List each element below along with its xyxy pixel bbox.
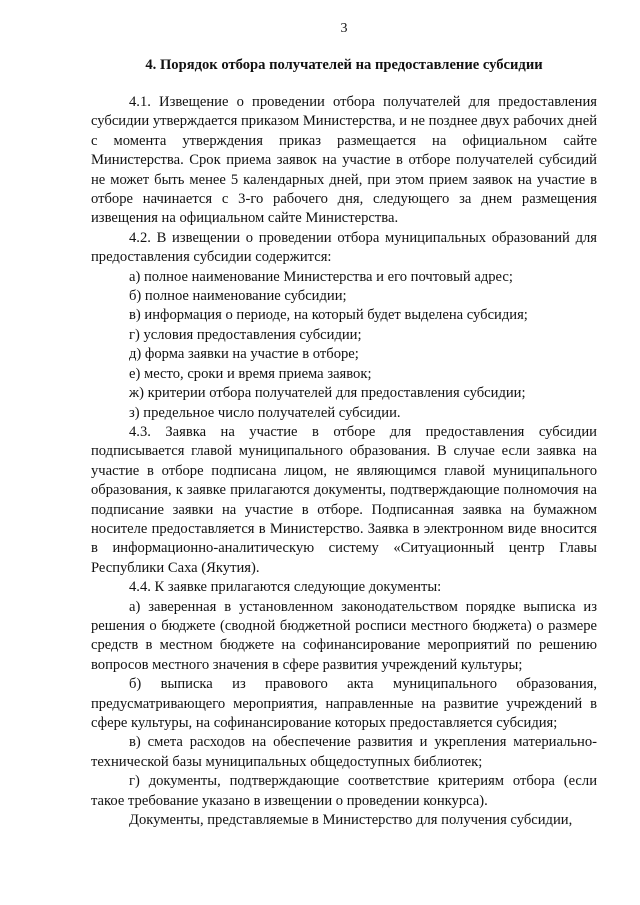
- list-item-e: е) место, сроки и время приема заявок;: [129, 365, 372, 382]
- paragraph-4-3: 4.3. Заявка на участие в отборе для предоставления субсидии подписывается главой муниципального образования. В случае если заявка на участие в отборе подписана лицом, не являющимся главой муниципального образования, к заявке прилагаются документы, подтверждающие полномочия на подписание заявки на участие в отборе. Подписанная заявка на бумажном носителе предоставляется в Министерство. Заявка в электронном виде вносится в информационно-аналитическую систему «Ситуационный центр Главы Республики Саха (Якутия).: [91, 423, 597, 576]
- paragraph-continuation: Документы, представляемые в Министерство для получения субсидии,: [129, 812, 573, 829]
- section-body: [91, 93, 597, 830]
- list-item-a: а) полное наименование Министерства и его почтовый адрес;: [129, 268, 513, 285]
- list-item-d: д) форма заявки на участие в отборе;: [129, 346, 359, 363]
- paragraph-4-1: 4.1. Извещение о проведении отбора получателей для предоставления субсидии утверждается приказом Министерства, и не позднее двух рабочих дней с момента утверждения приказ размещается на официальном сайте Министерства. Срок приема заявок на участие в отборе получателей субсидий не может быть менее 5 календарных дней, при этом прием заявок на участие в отборе начинается с 3-го рабочего дня, следующего за днем размещения извещения на официальном сайте Министерства.: [91, 94, 597, 227]
- document-page: [91, 20, 597, 830]
- list-item-g: г) условия предоставления субсидии;: [129, 326, 362, 343]
- section-heading: 4. Порядок отбора получателей на предоставление субсидии: [145, 57, 543, 73]
- list-item-z: з) предельное число получателей субсидии.: [129, 404, 401, 421]
- document-item-g: г) документы, подтверждающие соответствие критериям отбора (если такое требование указано в извещении о проведении конкурса).: [91, 773, 597, 809]
- document-item-a: а) заверенная в установленном законодательством порядке выписка из решения о бюджете (сводной бюджетной росписи местного бюджета) о размере средств в местном бюджете на софинансирование мероприятий по решению вопросов местного значения в сфере развития учреждений культуры;: [91, 598, 597, 673]
- document-item-v: в) смета расходов на обеспечение развития и укрепления материально-технической базы муниципальных общедоступных библиотек;: [91, 734, 597, 770]
- paragraph-4-2: 4.2. В извещении о проведении отбора муниципальных образований для предоставления субсидии содержится:: [91, 229, 597, 266]
- list-item-zh: ж) критерии отбора получателей для предоставления субсидии;: [129, 385, 526, 402]
- paragraph-4-4: 4.4. К заявке прилагаются следующие документы:: [129, 579, 442, 596]
- list-item-b: б) полное наименование субсидии;: [129, 288, 347, 305]
- document-item-b: б) выписка из правового акта муниципального образования, предусматривающего мероприятия, направленные на развитие учреждений в сфере культуры, на софинансирование которых предоставляется субсидия;: [91, 676, 597, 731]
- page-number: 3: [340, 21, 348, 36]
- list-item-v: в) информация о периоде, на который будет выделена субсидия;: [129, 307, 528, 324]
